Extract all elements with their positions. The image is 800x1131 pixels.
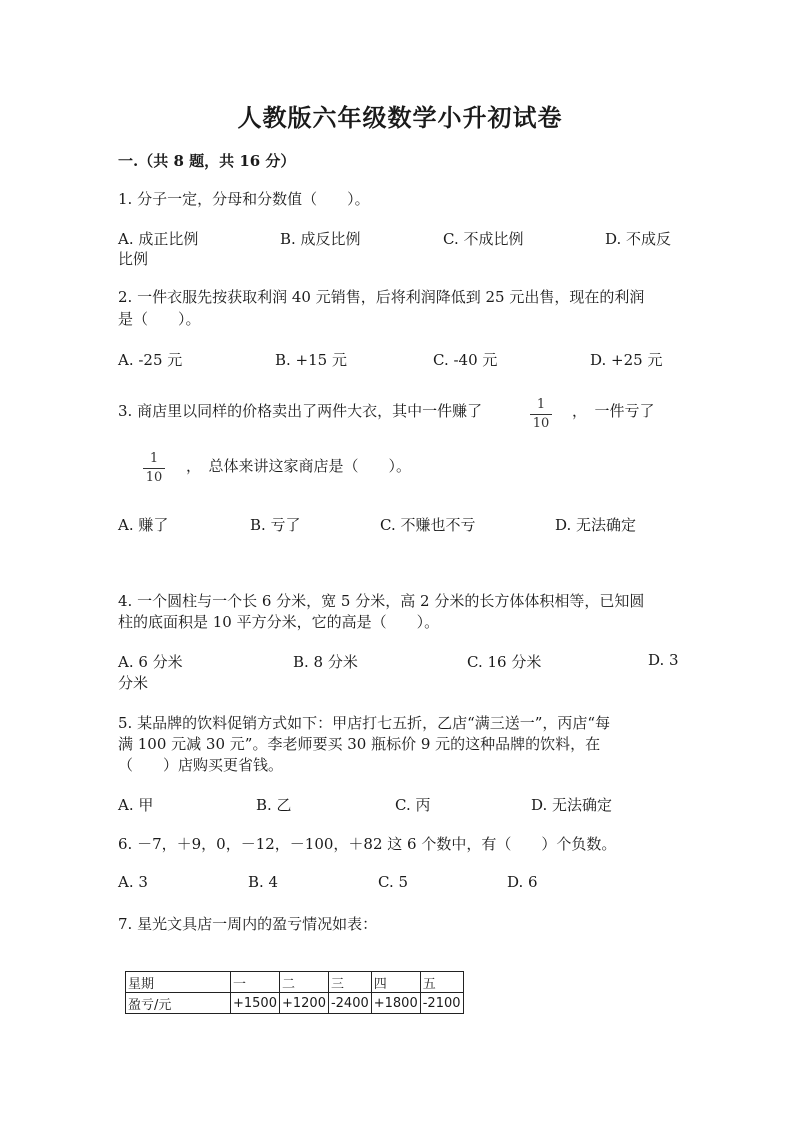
table-cell: +1500 xyxy=(231,993,280,1014)
fraction-bar xyxy=(143,468,165,469)
question-6-option-b: B. 4 xyxy=(248,873,279,891)
question-3-part-2: ， 一件亏了 xyxy=(572,402,655,420)
question-5-line-3: （ ）店购买更省钱。 xyxy=(118,756,284,774)
table-cell: +1800 xyxy=(371,993,420,1014)
question-6-option-c: C. 5 xyxy=(378,873,409,891)
table-cell: -2100 xyxy=(420,993,463,1014)
question-5-option-d: D. 无法确定 xyxy=(531,796,613,814)
question-1-option-d: D. 不成反 xyxy=(605,230,672,248)
question-5-option-c: C. 丙 xyxy=(395,796,431,814)
fraction-numerator: 1 xyxy=(149,451,159,466)
question-3-option-b: B. 亏了 xyxy=(250,516,301,534)
question-3-option-a: A. 赚了 xyxy=(118,516,169,534)
question-4-option-d: D. 3 xyxy=(648,651,679,669)
question-4-option-b: B. 8 分米 xyxy=(293,653,358,671)
fraction-one-tenth xyxy=(528,397,554,432)
question-1-option-d-wrap: 比例 xyxy=(118,250,149,268)
table-header-row xyxy=(126,972,464,993)
fraction-denominator: 10 xyxy=(145,470,163,485)
question-2-option-a: A. -25 元 xyxy=(118,351,183,369)
question-1-option-b: B. 成反比例 xyxy=(280,230,361,248)
question-5-option-b: B. 乙 xyxy=(256,796,292,814)
question-3-part-3: ， 总体来讲这家商店是（ ）。 xyxy=(186,457,412,475)
table-cell: 星期 xyxy=(126,972,231,993)
question-4-option-a: A. 6 分米 xyxy=(118,653,183,671)
question-2-option-d: D. +25 元 xyxy=(590,351,663,369)
question-5-line-2: 满 100 元减 30 元”。李老师要买 30 瓶标价 9 元的这种品牌的饮料，在 xyxy=(118,735,601,753)
question-5-line-1: 5. 某品牌的饮料促销方式如下：甲店打七五折，乙店“满三送一”，丙店“每 xyxy=(118,714,611,732)
table-row xyxy=(126,993,464,1014)
question-6-option-d: D. 6 xyxy=(507,873,538,891)
question-5-option-a: A. 甲 xyxy=(118,796,154,814)
question-3-option-c: C. 不赚也不亏 xyxy=(380,516,476,534)
question-2-line-2: 是（ ）。 xyxy=(118,310,201,328)
question-4-option-c: C. 16 分米 xyxy=(467,653,542,671)
table-cell: 一 xyxy=(231,972,280,993)
section-heading: 一.（共 8 题，共 16 分） xyxy=(118,152,296,170)
table-cell: +1200 xyxy=(279,993,328,1014)
fraction-bar xyxy=(530,414,552,415)
question-2-option-c: C. -40 元 xyxy=(433,351,498,369)
question-6-stem: 6. －7，＋9，0，－12，－100，＋82 这 6 个数中，有（ ）个负数。 xyxy=(118,835,617,853)
table-cell: -2400 xyxy=(328,993,371,1014)
question-2-option-b: B. +15 元 xyxy=(275,351,347,369)
question-7-stem: 7. 星光文具店一周内的盈亏情况如表： xyxy=(118,915,378,933)
profit-loss-table xyxy=(125,971,464,1014)
question-4-option-d-wrap: 分米 xyxy=(118,674,149,692)
fraction-denominator: 10 xyxy=(532,416,550,431)
question-1-option-a: A. 成正比例 xyxy=(118,230,199,248)
page-title: 人教版六年级数学小升初试卷 xyxy=(237,103,563,132)
fraction-one-tenth xyxy=(141,451,167,486)
table-cell: 盈亏/元 xyxy=(126,993,231,1014)
question-4-line-2: 柱的底面积是 10 平方分米，它的高是（ ）。 xyxy=(118,613,440,631)
fraction-numerator: 1 xyxy=(536,397,546,412)
table-cell: 二 xyxy=(279,972,328,993)
question-1-option-c: C. 不成比例 xyxy=(443,230,524,248)
question-2-line-1: 2. 一件衣服先按获取利润 40 元销售，后将利润降低到 25 元出售，现在的利润 xyxy=(118,288,645,306)
table-cell: 四 xyxy=(371,972,420,993)
question-1-stem: 1. 分子一定，分母和分数值（ ）。 xyxy=(118,190,370,208)
question-6-option-a: A. 3 xyxy=(118,873,148,891)
table-cell: 三 xyxy=(328,972,371,993)
question-3-option-d: D. 无法确定 xyxy=(555,516,637,534)
table-cell: 五 xyxy=(420,972,463,993)
question-4-line-1: 4. 一个圆柱与一个长 6 分米，宽 5 分米，高 2 分米的长方体体积相等，已知圆 xyxy=(118,592,645,610)
question-3-part-1: 3. 商店里以同样的价格卖出了两件大衣，其中一件赚了 xyxy=(118,402,483,420)
